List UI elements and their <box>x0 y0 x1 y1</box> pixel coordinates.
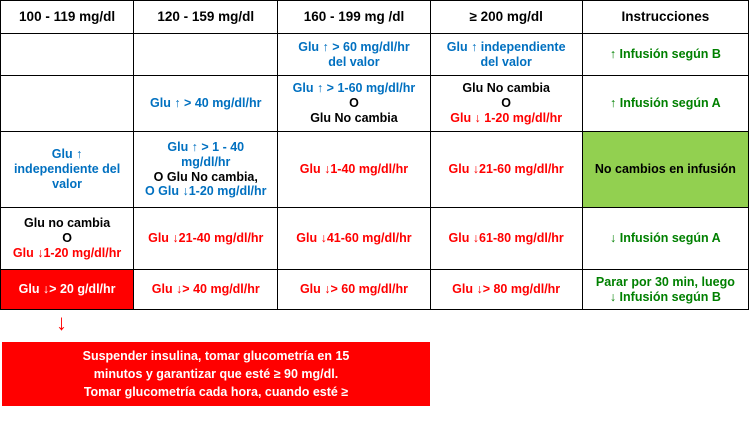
cell-r3c2 <box>134 132 278 208</box>
suspend-insulin-note <box>2 342 430 406</box>
down-arrow-icon: ↓ <box>56 310 67 335</box>
column-header-100-119: 100 - 119 mg/dl <box>1 1 134 34</box>
cell-line: Glu ↓ 1-20 mg/dl/hr <box>450 110 563 125</box>
cell-line: Glu ↑ > 1 - 40 <box>167 140 245 154</box>
cell-line: valor <box>52 176 83 191</box>
cell-r1c2 <box>134 34 278 76</box>
cell-line: Glu ↑ > 60 mg/dl/hr <box>298 39 410 54</box>
table-header <box>1 1 749 34</box>
note-line-1: Suspender insulina, tomar glucometría en 15 <box>82 348 350 363</box>
cell-r1c4 <box>430 34 582 76</box>
cell-r2c3 <box>278 76 430 132</box>
cell-line: O Glu ↓1-20 mg/dl/hr <box>144 184 267 199</box>
column-header-160-199: 160 - 199 mg /dl <box>278 1 430 34</box>
table-body <box>1 34 749 310</box>
column-header-instrucciones: Instrucciones <box>582 1 748 34</box>
cell-r4c2: Glu ↓21-40 mg/dl/hr <box>134 208 278 270</box>
cell-line: O Glu No cambia, <box>153 169 258 184</box>
cell-line: Glu no cambia <box>24 216 111 231</box>
cell-r2c5: ↑ Infusión según A <box>582 76 748 132</box>
cell-r5c2: Glu ↓> 40 mg/dl/hr <box>134 270 278 310</box>
cell-line: del valor <box>480 54 532 69</box>
cell-line: ↓ Infusión según B <box>609 289 721 304</box>
cell-line: independiente del <box>13 162 121 177</box>
cell-r1c5: ↑ Infusión según B <box>582 34 748 76</box>
cell-line: Glu ↓1-20 mg/dl/hr <box>12 245 122 260</box>
footer-note-zone <box>0 310 749 414</box>
cell-r3c4: Glu ↓21-60 mg/dl/hr <box>430 132 582 208</box>
table-row <box>1 132 749 208</box>
cell-r4c1 <box>1 208 134 270</box>
cell-r4c5: ↓ Infusión según A <box>582 208 748 270</box>
cell-line: del valor <box>328 54 380 69</box>
cell-r2c1 <box>1 76 134 132</box>
cell-r5c3: Glu ↓> 60 mg/dl/hr <box>278 270 430 310</box>
table-row <box>1 270 749 310</box>
column-header-120-159: 120 - 159 mg/dl <box>134 1 278 34</box>
cell-line: Glu ↑ <box>51 147 83 162</box>
cell-r1c3 <box>278 34 430 76</box>
cell-line: Glu No cambia <box>462 81 550 96</box>
cell-r4c4: Glu ↓61-80 mg/dl/hr <box>430 208 582 270</box>
cell-r5c4: Glu ↓> 80 mg/dl/hr <box>430 270 582 310</box>
cell-line: O <box>62 231 72 246</box>
cell-line: O <box>501 96 512 111</box>
column-header-200-plus: ≥ 200 mg/dl <box>430 1 582 34</box>
cell-r3c3: Glu ↓1-40 mg/dl/hr <box>278 132 430 208</box>
cell-line: Parar por 30 min, luego <box>595 274 735 289</box>
table-row <box>1 76 749 132</box>
cell-r3c1 <box>1 132 134 208</box>
cell-r5c5 <box>582 270 748 310</box>
cell-line: Glu ↑ > 1-60 mg/dl/hr <box>292 81 416 96</box>
table-row <box>1 208 749 270</box>
cell-r2c4 <box>430 76 582 132</box>
note-line-3: Tomar glucometría cada hora, cuando esté ≥ <box>83 385 349 400</box>
cell-r5c1: Glu ↓> 20 g/dl/hr <box>1 270 134 310</box>
cell-line: mg/dl/hr <box>181 154 231 169</box>
cell-line: Glu ↑ independiente <box>446 39 566 54</box>
cell-r1c1 <box>1 34 134 76</box>
note-line-2: minutos y garantizar que esté ≥ 90 mg/dl. <box>93 366 339 381</box>
cell-r2c2: Glu ↑ > 40 mg/dl/hr <box>134 76 278 132</box>
cell-line: O <box>349 96 359 111</box>
cell-line: Glu No cambia <box>310 110 398 125</box>
table-row <box>1 34 749 76</box>
cell-r3c5: No cambios en infusión <box>582 132 748 208</box>
header-row <box>1 1 749 34</box>
cell-r4c3: Glu ↓41-60 mg/dl/hr <box>278 208 430 270</box>
